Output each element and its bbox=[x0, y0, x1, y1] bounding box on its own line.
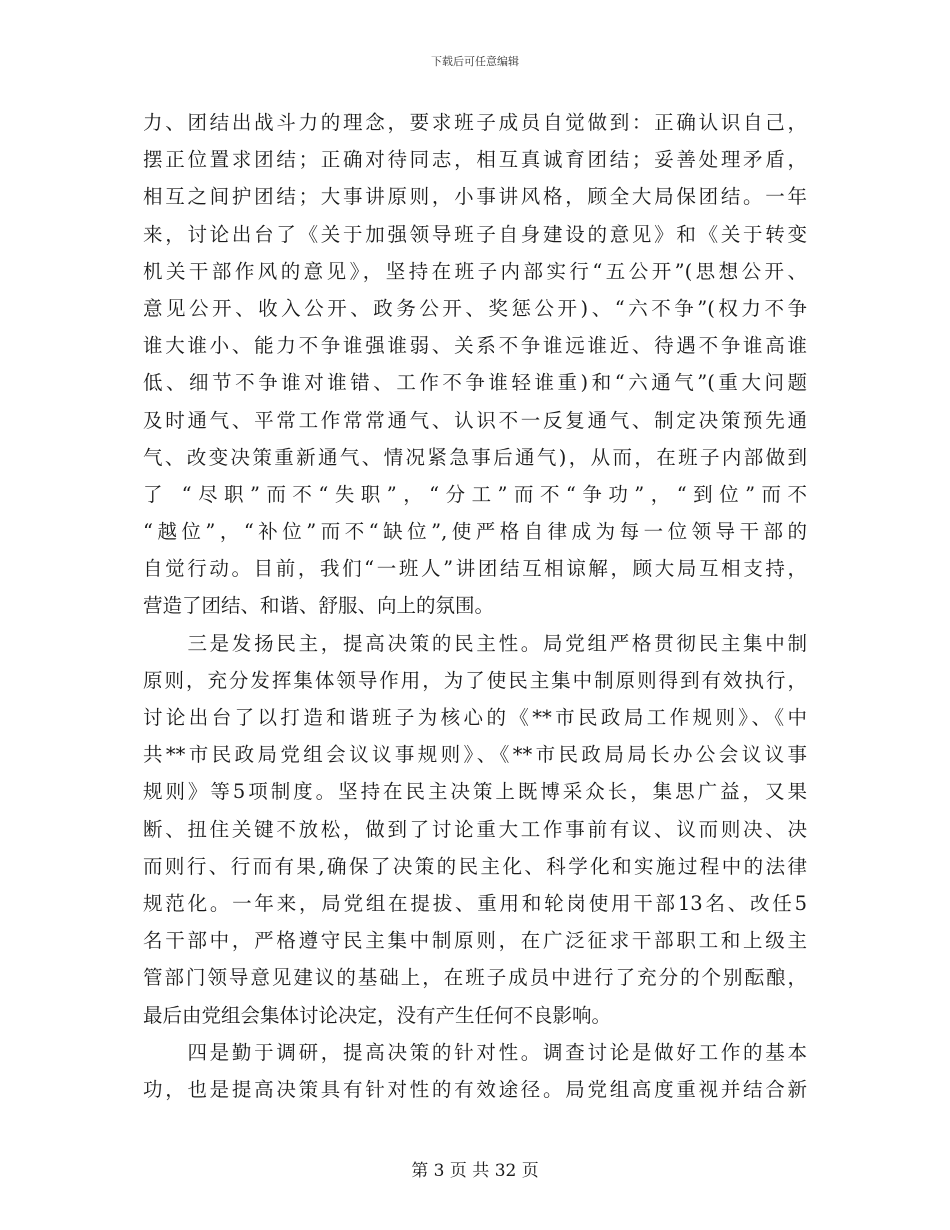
text-line: 自觉行动。目前，我们“一班人”讲团结互相谅解，顾大局互相支持， bbox=[143, 557, 807, 581]
text-line: 谁大谁小、能力不争谁强谁弱、关系不争谁远谁近、待遇不争谁高谁 bbox=[143, 334, 807, 358]
text-line: 共**市民政局党组会议议事规则》、《**市民政局局长办公会议议事 bbox=[143, 743, 807, 767]
text-line: 机关干部作风的意见》，坚持在班子内部实行“五公开”(思想公开、 bbox=[143, 259, 807, 283]
text-line: 营造了团结、和谐、舒服、向上的氛围。 bbox=[143, 594, 495, 618]
text-line: 来，讨论出台了《关于加强领导班子自身建设的意见》和《关于转变 bbox=[143, 222, 807, 246]
text-line: 管部门领导意见建议的基础上，在班子成员中进行了充分的个别酝酿， bbox=[143, 966, 807, 990]
text-line: 了 “尽职”而不“失职”，“分工”而不“争功”，“到位”而不 bbox=[143, 482, 807, 506]
text-line: 功，也是提高决策具有针对性的有效途径。局党组高度重视并结合新 bbox=[143, 1077, 807, 1101]
text-line: 讨论出台了以打造和谐班子为核心的《**市民政局工作规则》、《中 bbox=[143, 706, 807, 729]
text-line: 意见公开、收入公开、政务公开、奖惩公开)、“六不争”(权力不争 bbox=[143, 296, 807, 320]
text-line: 力、团结出战斗力的理念，要求班子成员自觉做到：正确认识自己， bbox=[143, 111, 807, 134]
text-line: 名干部中，严格遵守民主集中制原则，在广泛征求干部职工和上级主 bbox=[143, 929, 807, 953]
text-line: 规则》等5项制度。坚持在民主决策上既博采众长，集思广益，又果 bbox=[143, 780, 807, 804]
text-line: 规范化。一年来，局党组在提拔、重用和轮岗使用干部13名、改任5 bbox=[143, 891, 807, 915]
text-line: 及时通气、平常工作常常通气、认识不一反复通气、制定决策预先通 bbox=[143, 408, 807, 432]
text-line: 相互之间护团结；大事讲原则，小事讲风格，顾全大局保团结。一年 bbox=[143, 185, 807, 209]
text-line: 最后由党组会集体讨论决定，没有产生任何不良影响。 bbox=[143, 1003, 612, 1027]
text-line: 三是发扬民主，提高决策的民主性。局党组严格贯彻民主集中制 bbox=[143, 631, 807, 655]
page-header: 下载后可任意编辑 bbox=[431, 55, 519, 68]
text-line: 断、扭住关键不放松，做到了讨论重大工作事前有议、议而则决、决 bbox=[143, 817, 807, 841]
text-line: 原则，充分发挥集体领导作用，为了使民主集中制原则得到有效执行， bbox=[143, 668, 807, 692]
text-line: 四是勤于调研，提高决策的针对性。调查讨论是做好工作的基本 bbox=[143, 1040, 807, 1064]
text-line: “越位”，“补位”而不“缺位”,使严格自律成为每一位领导干部的 bbox=[143, 520, 807, 544]
document-body bbox=[143, 104, 807, 1108]
text-line: 气、改变决策重新通气、情况紧急事后通气)，从而，在班子内部做到 bbox=[143, 445, 807, 469]
text-line: 摆正位置求团结；正确对待同志，相互真诚育团结；妥善处理矛盾， bbox=[143, 148, 807, 172]
page-footer: 第 3 页 共 32 页 bbox=[411, 1161, 539, 1181]
text-line: 低、细节不争谁对谁错、工作不争谁轻谁重)和“六通气”(重大问题 bbox=[143, 371, 807, 395]
text-line: 而则行、行而有果,确保了决策的民主化、科学化和实施过程中的法律 bbox=[143, 854, 807, 878]
